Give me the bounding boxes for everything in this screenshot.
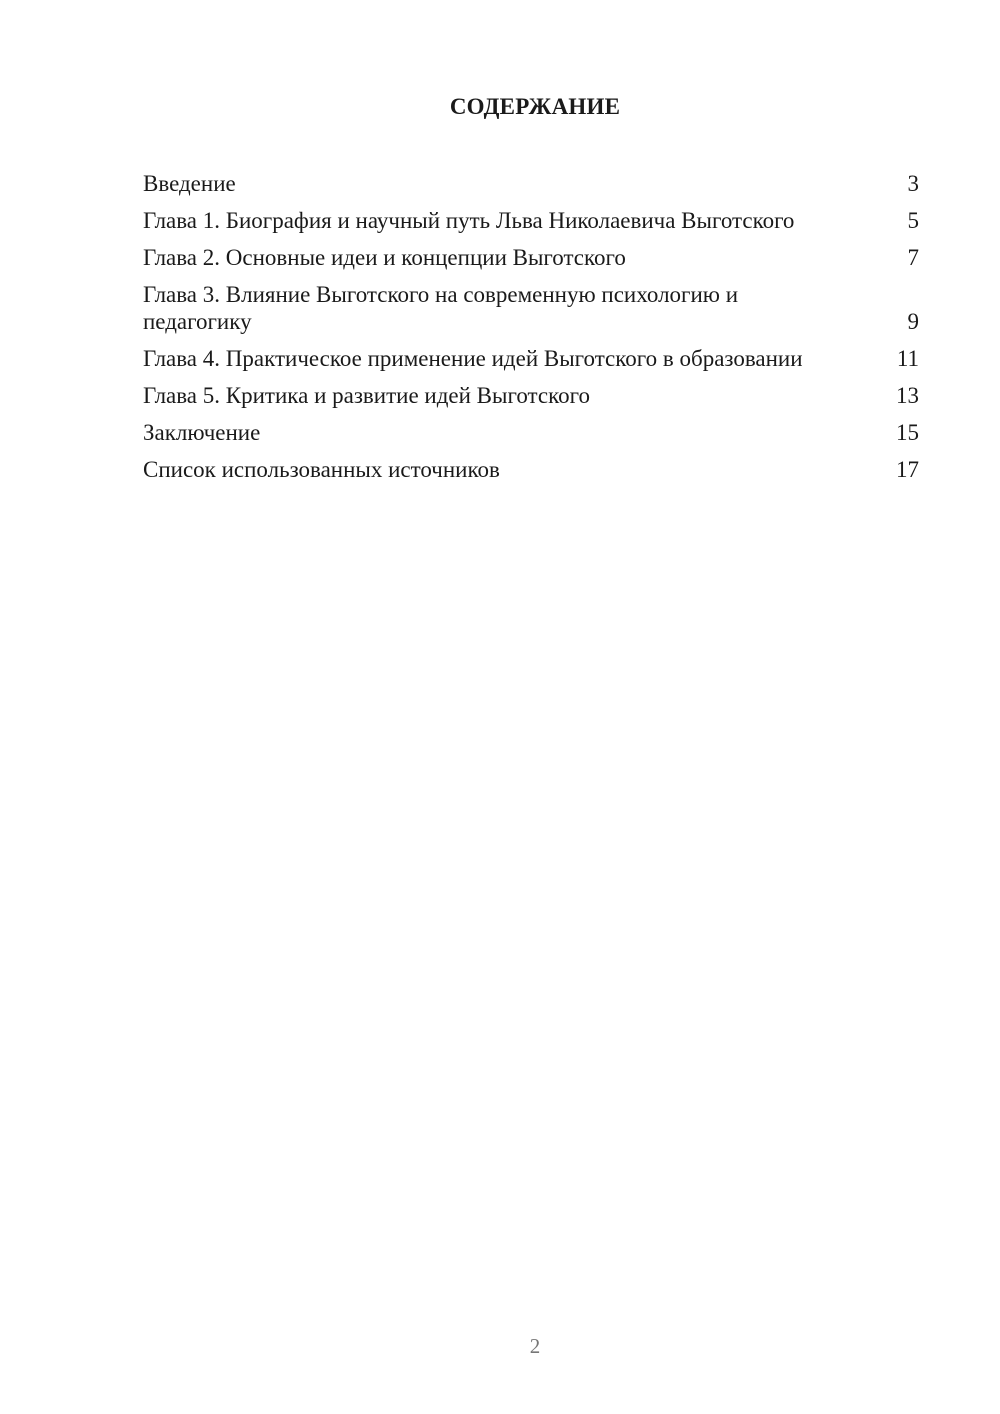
toc-entry: [143, 244, 919, 271]
toc-entry: [143, 207, 919, 234]
toc-entry-label: Глава 4. Практическое применение идей Выготского в образовании: [143, 346, 803, 371]
toc-entry-page: 3: [907, 171, 919, 196]
toc-entry: [143, 281, 919, 335]
toc-entry-label: Глава 3. Влияние Выготского на современную психологию и педагогику: [143, 282, 739, 334]
toc-entry-label: Список использованных источников: [143, 457, 500, 482]
page-number: 2: [529, 1334, 541, 1358]
toc-entry-page: 7: [907, 245, 919, 270]
toc-entry-page: 17: [896, 457, 919, 482]
toc-entry-page: 9: [907, 309, 919, 334]
toc-entry-page: 13: [896, 383, 919, 408]
toc-entry-label: Введение: [143, 171, 236, 196]
toc-entry-label: Глава 2. Основные идеи и концепции Выготского: [143, 245, 626, 270]
toc-entry: [143, 456, 919, 483]
toc-entry: [143, 170, 919, 197]
toc-entry-page: 5: [907, 208, 919, 233]
toc-entry: [143, 419, 919, 446]
toc-entry-page: 15: [896, 420, 919, 445]
toc-entry-label: Заключение: [143, 420, 261, 445]
toc-entry-label: Глава 1. Биография и научный путь Льва Николаевича Выготского: [143, 208, 795, 233]
toc-entry: [143, 345, 919, 372]
toc-entry-label: Глава 5. Критика и развитие идей Выготского: [143, 383, 590, 408]
toc-entry-page: 11: [896, 346, 919, 371]
toc-title: СОДЕРЖАНИЕ: [449, 94, 621, 119]
toc-entry: [143, 382, 919, 409]
toc-list: [143, 170, 919, 493]
